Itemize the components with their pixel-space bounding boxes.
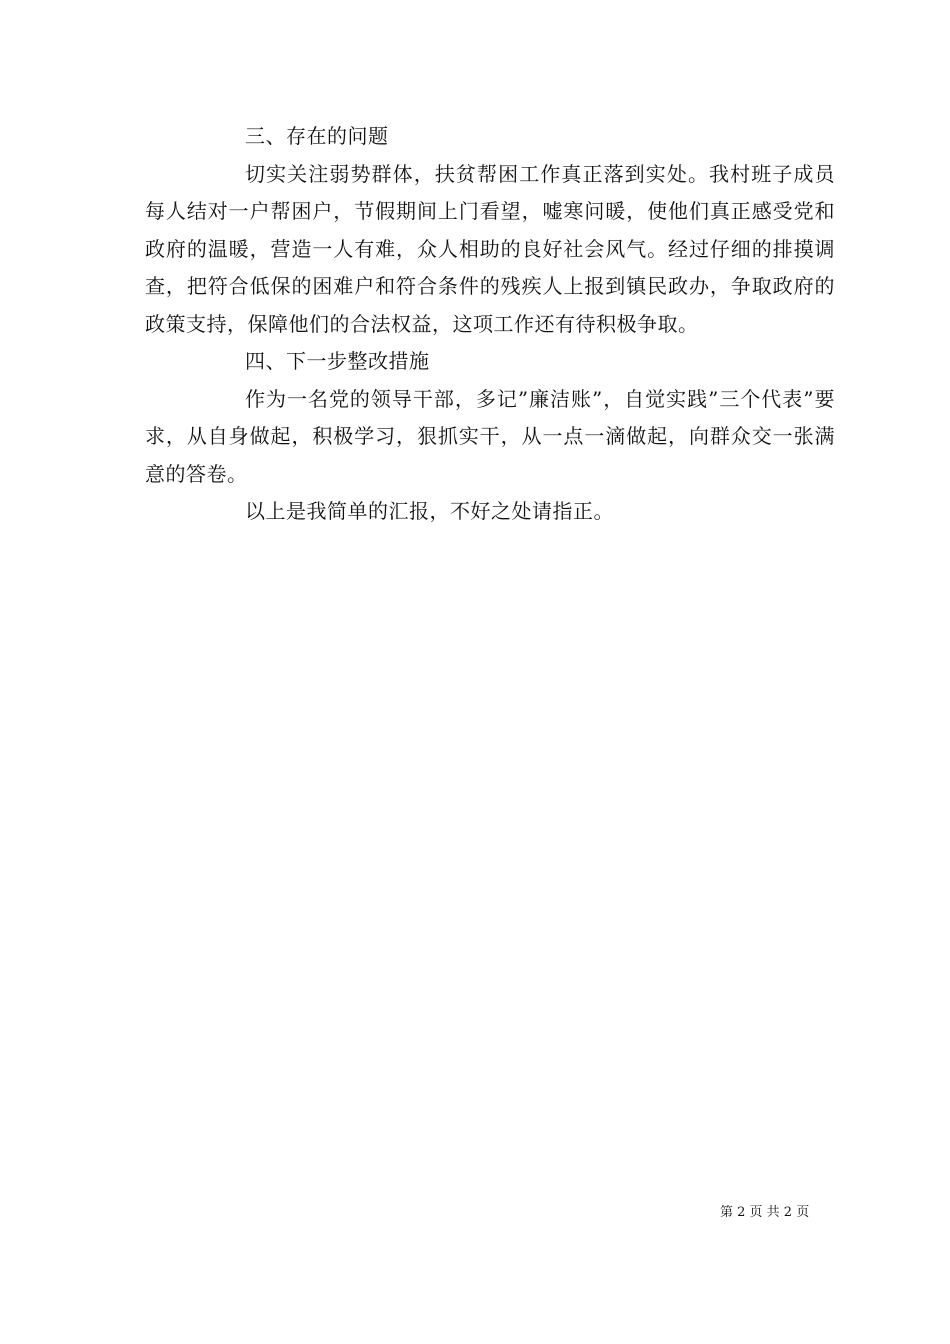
document-body (145, 118, 835, 531)
paragraph-problems-body: 切实关注弱势群体，扶贫帮困工作真正落到实处。我村班子成员每人结对一户帮困户，节假期间上门看望，嘘寒问暖，使他们真正感受党和政府的温暖，营造一人有难，众人相助的良好社会风气。经过仔细的排摸调查，把符合低保的困难户和符合条件的残疾人上报到镇民政办，争取政府的政策支持，保障他们的合法权益，这项工作还有待积极争取。 (145, 161, 835, 336)
paragraph-closing: 以上是我简单的汇报，不好之处请指正。 (245, 499, 614, 523)
section-heading-problems: 三、存在的问题 (245, 124, 389, 148)
section-heading-next-steps: 四、下一步整改措施 (245, 349, 430, 373)
page-number-footer: 第 2 页 共 2 页 (720, 1205, 810, 1220)
paragraph-next-steps-body: 作为一名党的领导干部，多记”廉洁账”，自觉实践”三个代表”要求，从自身做起，积极学习，狠抓实干，从一点一滴做起，向群众交一张满意的答卷。 (145, 386, 835, 486)
